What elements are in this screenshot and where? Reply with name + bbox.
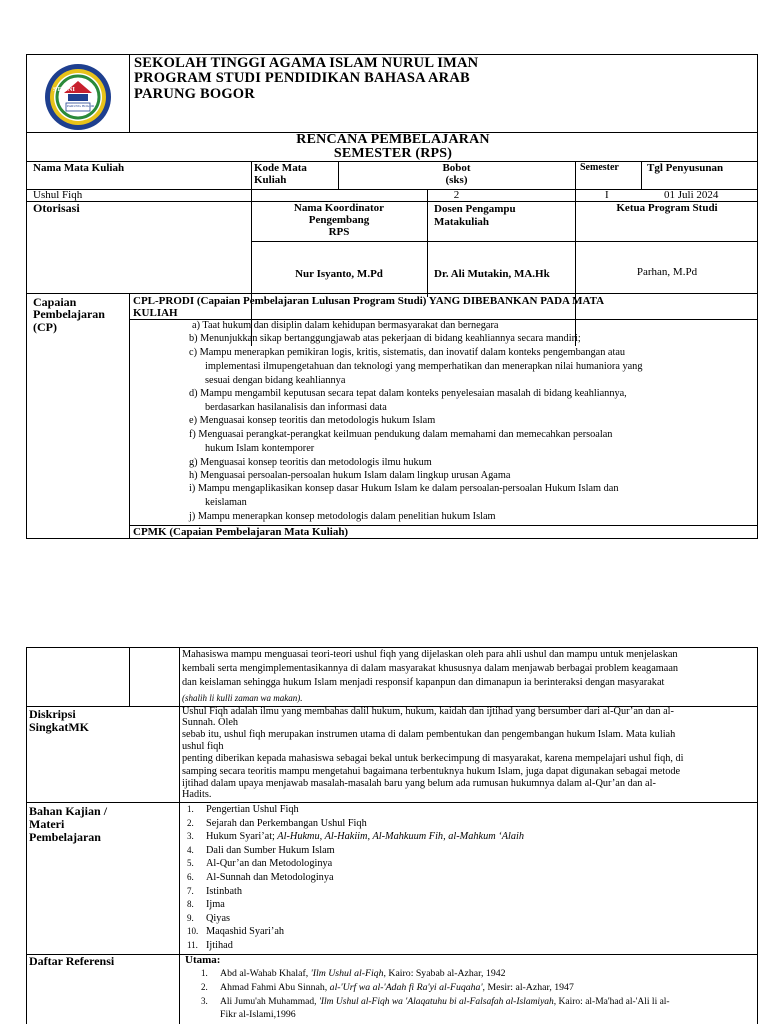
cpl-title-l2: KULIAH (133, 307, 178, 319)
description-line: Sunnah. Oleh (182, 717, 239, 728)
description-line: Hadits. (182, 789, 212, 800)
cpmk-line: Mahasiswa mampu menguasai teori-teori ushul fiqh yang dijelaskan oleh para ahli ushul dan mampu untuk menjelaskan (182, 649, 678, 660)
cpmk-title: CPMK (Capaian Pembelajaran Mata Kuliah) (133, 526, 349, 538)
cpl-item: c) Mampu menerapkan pemikiran logis, kritis, sistematis, dan inovatif dalam konteks pengembangan atau (189, 347, 626, 358)
references-label: Daftar Referensi (29, 954, 115, 968)
materials-list (187, 803, 524, 953)
head-label: Ketua Program Studi (616, 202, 718, 214)
material-item: 8. Ijma (187, 899, 225, 911)
cpl-item: e) Menguasai konsep teoritis dan metodologis hukum Islam (189, 415, 436, 426)
logo-subtext: PARUNG BOGOR (67, 104, 95, 108)
references-primary-label: Utama: (185, 954, 221, 966)
coordinator-label-l3: RPS (328, 226, 350, 238)
cpl-item: i) Mampu mengaplikasikan konsep dasar Hukum Islam ke dalam persoalan-persoalan Hukum Islam dan (189, 483, 619, 494)
rps-page-2 (26, 647, 758, 1024)
cp-label-l1: Capaian (33, 295, 77, 309)
description-line: penting diberikan kepada mahasiswa sebagai bekal untuk berkecimpung di masyarakat, karena mempelajari ushul fiqh, di (182, 753, 684, 764)
materials-label-l1: Bahan Kajian / (29, 804, 108, 818)
cpl-item: implementasi ilmupengetahuan dan teknologi yang memperhatikan dan menerapkan nilai humaniora yang (205, 361, 643, 372)
cp-label-l2: Pembelajaran (33, 307, 105, 321)
header-semester: Semester (580, 162, 619, 173)
description-line: samping secara teoritis mampu mengetahui bagaimana terbentuknya hukum Islam, juga dapat digunakan sebagai metode (182, 766, 681, 777)
staini-logo-seal (44, 63, 112, 131)
materials-label-l2: Materi (29, 817, 65, 831)
material-item: 2. Sejarah dan Perkembangan Ushul Fiqh (187, 817, 367, 829)
reference-item-continuation: Fikr al-Islami,1996 (220, 1009, 296, 1020)
description-line: sebab itu, ushul fiqh merupakan instrumen utama di dalam pembentukan dan pengembangan hukum Islam. Mata kuliah (182, 729, 676, 740)
cpl-item: hukum Islam kontemporer (205, 443, 315, 454)
reference-item: 1. Abd al-Wahab Khalaf, 'Ilm Ushul al-Fiqh, Kairo: Syabab al-Azhar, 1942 (201, 968, 506, 979)
description-line: ushul fiqh (182, 741, 224, 752)
credits-value: 2 (453, 189, 460, 201)
institution-name: SEKOLAH TINGGI AGAMA ISLAM NURUL IMAN (134, 55, 479, 71)
cpl-item: j) Mampu menerapkan konsep metodologis dalam penelitian hukum Islam (189, 511, 496, 522)
material-item: 7. Istinbath (187, 885, 243, 897)
logo-text: STAINI (53, 86, 75, 93)
cpl-item: keislaman (205, 497, 247, 508)
cpl-item: g) Menguasai konsep teoritis dan metodologis ilmu hukum (189, 457, 432, 468)
cpl-title-l1: CPL-PRODI (Capaian Pembelajaran Lulusan Program Studi) YANG DIBEBANKAN PADA MATA (133, 295, 605, 307)
cpl-item: berdasarkan hasilanalisis dan informasi data (205, 402, 387, 413)
header-credits-l2: (sks) (445, 174, 468, 186)
date-value: 01 Juli 2024 (664, 189, 719, 201)
material-item: 9. Qiyas (187, 912, 231, 924)
cpl-item: b) Menunjukkan sikap bertanggungjawab atas pekerjaan di bidang keahliannya secara mandiri; (189, 333, 581, 344)
description-line: ijtihad dalam upaya menjawab masalah-masalah baru yang belum ada rumusan hukumnya dalam al-Qur’an dan al- (182, 778, 656, 789)
coordinator-label-l1: Nama Koordinator (293, 202, 385, 214)
lecturer-label-l1: Dosen Pengampu (434, 203, 516, 215)
semester-value: I (605, 189, 609, 201)
material-item: 11. Ijtihad (187, 939, 233, 951)
cpmk-line: (shalih li kulli zaman wa makan). (182, 693, 303, 703)
document-title-line2: SEMESTER (RPS) (333, 146, 453, 161)
lecturer-name: Dr. Ali Mutakin, MA.Hk (434, 268, 550, 280)
materials-label-l3: Pembelajaran (29, 830, 101, 844)
cp-label-l3: (CP) (33, 320, 57, 334)
rps-page-1 (26, 54, 758, 539)
cpl-item: a) Taat hukum dan disiplin dalam kehidupan bermasyarakat dan bernegara (192, 320, 499, 331)
reference-item: 2. Ahmad Fahmi Abu Sinnah, al-'Urf wa al-'Adah fi Ra'yi al-Fuqaha', Mesir: al-Azhar, 1947 (201, 982, 574, 993)
material-item: 10. Maqashid Syari’ah (187, 926, 285, 938)
material-item: 4. Dali dan Sumber Hukum Islam (187, 844, 335, 856)
material-item: 1. Pengertian Ushul Fiqh (187, 804, 299, 815)
program-name: PROGRAM STUDI PENDIDIKAN BAHASA ARAB (134, 70, 470, 86)
cpmk-line: kembali serta mengimplementasikannya di dalam masyarakat khususnya dalam menjawab berbagai problem keagamaan (182, 663, 679, 674)
coordinator-label-l2: Pengembang (308, 214, 370, 226)
location: PARUNG BOGOR (134, 86, 255, 102)
description-label-l1: Diskripsi (29, 707, 76, 721)
course-name-value: Ushul Fiqh (33, 189, 83, 201)
document-title-line1: RENCANA PEMBELAJARAN (296, 132, 490, 147)
cpmk-line: dan keislaman sehingga hukum Islam menjadi responsif kapanpun dan dimanapun ia berinteraksi dengan masyarakat (182, 677, 665, 688)
authorization-label: Otorisasi (33, 201, 80, 215)
header-course-code-l2: Kuliah (254, 174, 287, 186)
material-item: 5. Al-Qur’an dan Metodologinya (187, 858, 333, 870)
header-credits-l1: Bobot (442, 162, 471, 174)
coordinator-name: Nur Isyanto, M.Pd (295, 268, 383, 280)
cpl-item: sesuai dengan bidang keahliannya (205, 375, 346, 386)
header-course-code-l1: Kode Mata (254, 162, 307, 174)
lecturer-label-l2: Matakuliah (434, 216, 490, 228)
description-line: Ushul Fiqh adalah ilmu yang membahas dalil hukum, hukum, kaidah dan ijtihad yang bersumber dari al-Qur’an dan al- (182, 706, 674, 717)
header-date: Tgl Penyusunan (647, 162, 724, 174)
material-item: 3. Hukum Syari’at; Al-Hukmu, Al-Hakiim, Al-Mahkuum Fih, al-Mahkum ‘Alaih (187, 831, 525, 843)
cpl-item: d) Mampu mengambil keputusan secara tepat dalam konteks penyelesaian masalah di bidang keahliannya, (189, 388, 627, 399)
head-name: Parhan, M.Pd (636, 266, 698, 278)
cpl-item: f) Menguasai perangkat-perangkat keilmuan pendukung dalam memahami dan memecahkan persoalan (189, 429, 613, 440)
description-label-l2: SingkatMK (29, 720, 90, 734)
material-item: 6. Al-Sunnah dan Metodologinya (187, 871, 334, 883)
reference-item: 3. Ali Jumu'ah Muhammad, 'Ilm Ushul al-Fiqh wa 'Alaqatuhu bi al-Falsafah al-Islamiyah, Kairo: al-Ma'had al-'Ali li al- (201, 996, 670, 1007)
header-course-name: Nama Mata Kuliah (33, 162, 125, 174)
cpl-item: h) Menguasai persoalan-persoalan hukum Islam dalam lingkup urusan Agama (189, 470, 511, 481)
